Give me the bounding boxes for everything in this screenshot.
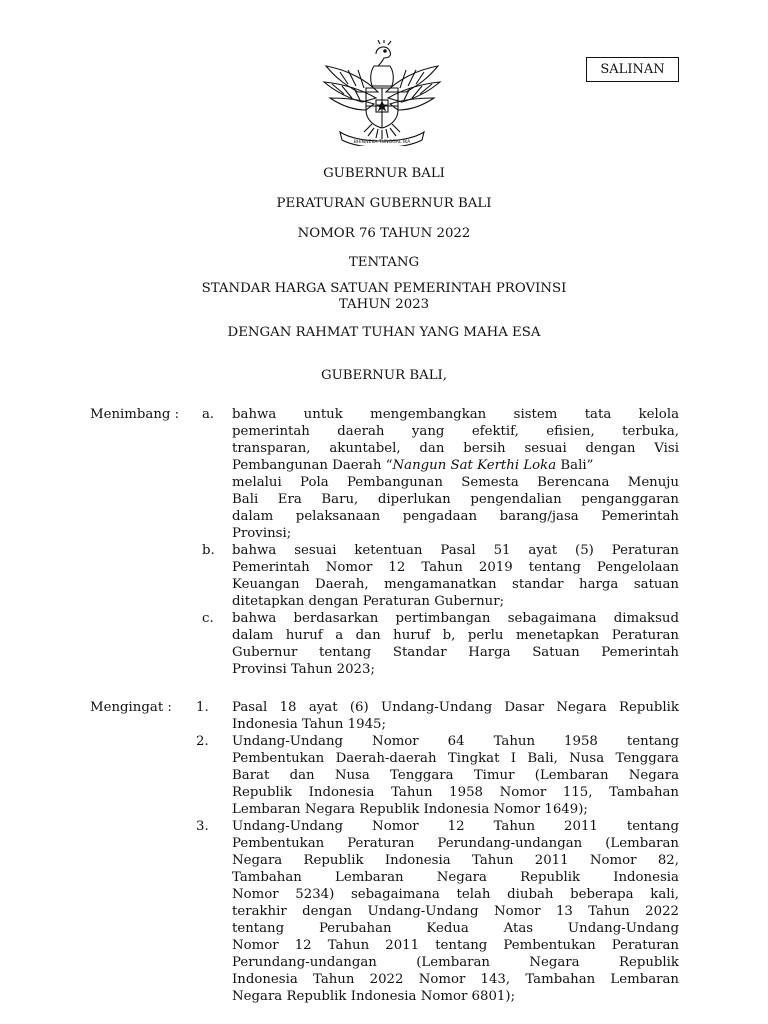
menimbang-b-line-2: Pemerintah Nomor 12 Tahun 2019 tentang Pengelolaan xyxy=(232,560,679,575)
about-heading: TENTANG xyxy=(348,255,420,270)
mengingat-3-line-10: Indonesia Tahun 2022 Nomor 143, Tambahan Lembaran xyxy=(232,972,679,987)
garuda-emblem-icon xyxy=(318,40,446,146)
regulation-heading: PERATURAN GUBERNUR BALI xyxy=(276,196,492,211)
menimbang-marker-b: b. xyxy=(202,543,215,558)
menimbang-c-line-2: dalam huruf a dan huruf b, perlu menetapkan Peraturan xyxy=(232,628,679,643)
mengingat-marker-2: 2. xyxy=(196,734,209,749)
vision-name: Nangun Sat Kerthi Loka xyxy=(392,458,557,473)
mengingat-3-line-5: Nomor 5234) sebagaimana telah diubah beberapa kali, xyxy=(232,887,679,902)
menimbang-marker-a: a. xyxy=(202,407,215,422)
mengingat-3-line-6: terakhir dengan Undang-Undang Nomor 13 Tahun 2022 xyxy=(232,904,679,919)
mengingat-3-line-4: Tambahan Lembaran Negara Republik Indonesia xyxy=(232,870,679,885)
menimbang-a-line-5: melalui Pola Pembangunan Semesta Berencana Menuju xyxy=(232,475,679,490)
mengingat-1-line-1: Pasal 18 ayat (6) Undang-Undang Dasar Negara Republik xyxy=(232,700,679,715)
mengingat-2-line-2: Pembentukan Daerah-daerah Tingkat I Bali, Nusa Tenggara xyxy=(232,751,679,766)
menimbang-b-line-4: ditetapkan dengan Peraturan Gubernur; xyxy=(232,594,505,609)
menimbang-a-line-3: transparan, akuntabel, dan bersih sesuai dengan Visi xyxy=(232,441,679,456)
mengingat-3-line-7: tentang Perubahan Kedua Atas Undang-Undang xyxy=(232,921,679,936)
menimbang-a-line-4 xyxy=(232,457,679,474)
mengingat-2-line-3: Barat dan Nusa Tenggara Timur (Lembaran Negara xyxy=(232,768,679,783)
menimbang-a-line-2: pemerintah daerah yang efektif, efisien, terbuka, xyxy=(232,424,679,439)
mengingat-3-line-2: Pembentukan Peraturan Perundang-undangan (Lembaran xyxy=(232,836,679,851)
mengingat-label: Mengingat : xyxy=(90,700,172,715)
menimbang-a-line-7: dalam pelaksanaan pengadaan barang/jasa Pemerintah xyxy=(232,509,679,524)
mengingat-2-line-1: Undang-Undang Nomor 64 Tahun 1958 tentang xyxy=(232,734,679,749)
mengingat-3-line-1: Undang-Undang Nomor 12 Tahun 2011 tentang xyxy=(232,819,679,834)
mengingat-marker-3: 3. xyxy=(196,819,209,834)
menimbang-marker-c: c. xyxy=(202,611,214,626)
menimbang-a-line-1: bahwa untuk mengembangkan sistem tata kelola xyxy=(232,407,679,422)
emblem-motto: BHINNEKA TUNGGAL IKA xyxy=(353,140,411,145)
mengingat-3-line-3: Negara Republik Indonesia Tahun 2011 Nomor 82, xyxy=(232,853,679,868)
mengingat-2-line-4: Republik Indonesia Tahun 1958 Nomor 115, Tambahan xyxy=(232,785,679,800)
speaker-heading: GUBERNUR BALI, xyxy=(320,368,448,383)
menimbang-a-line-6: Bali Era Baru, diperlukan pengendalian penganggaran xyxy=(232,492,679,507)
issuer-heading: GUBERNUR BALI xyxy=(323,166,445,181)
regulation-number: NOMOR 76 TAHUN 2022 xyxy=(297,226,471,241)
vision-suffix: Bali” xyxy=(556,458,594,473)
salinan-stamp: SALINAN xyxy=(586,57,679,82)
vision-prefix: Pembangunan Daerah “ xyxy=(232,458,393,473)
mengingat-2-line-5: Lembaran Negara Republik Indonesia Nomor 1649); xyxy=(232,802,588,817)
menimbang-b-line-1: bahwa sesuai ketentuan Pasal 51 ayat (5) Peraturan xyxy=(232,543,679,558)
mengingat-marker-1: 1. xyxy=(196,700,209,715)
menimbang-c-line-3: Gubernur tentang Standar Harga Satuan Pemerintah xyxy=(232,645,679,660)
title-line-2: TAHUN 2023 xyxy=(338,297,430,312)
blessing-heading: DENGAN RAHMAT TUHAN YANG MAHA ESA xyxy=(227,325,541,340)
menimbang-a-line-8: Provinsi; xyxy=(232,526,292,541)
mengingat-3-line-8: Nomor 12 Tahun 2011 tentang Pembentukan Peraturan xyxy=(232,938,679,953)
menimbang-label: Menimbang : xyxy=(90,407,180,422)
mengingat-1-line-2: Indonesia Tahun 1945; xyxy=(232,717,386,732)
mengingat-3-line-9: Perundang-undangan (Lembaran Negara Republik xyxy=(232,955,679,970)
menimbang-c-line-1: bahwa berdasarkan pertimbangan sebagaimana dimaksud xyxy=(232,611,679,626)
menimbang-b-line-3: Keuangan Daerah, mengamanatkan standar harga satuan xyxy=(232,577,679,592)
menimbang-c-line-4: Provinsi Tahun 2023; xyxy=(232,662,375,677)
title-line-1: STANDAR HARGA SATUAN PEMERINTAH PROVINSI xyxy=(201,281,567,296)
mengingat-3-line-11: Negara Republik Indonesia Nomor 6801); xyxy=(232,989,516,1004)
